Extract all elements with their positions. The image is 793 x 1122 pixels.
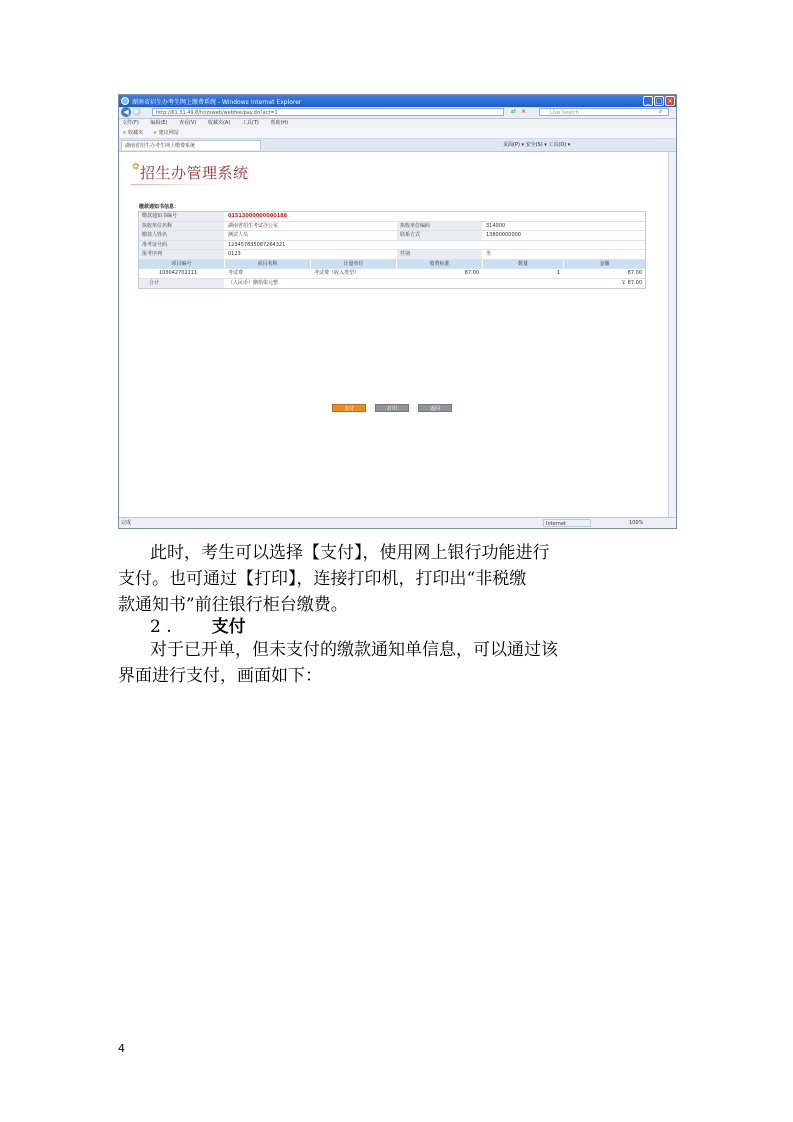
maximize-icon[interactable]: □ — [655, 97, 663, 105]
app-logo-text: 招生办管理系统 — [140, 164, 249, 182]
col-header-amount: 金额 — [564, 260, 645, 269]
payer-label: 缴款人姓名 — [139, 231, 224, 240]
register-no-value: 0123 — [228, 251, 241, 257]
table-row — [139, 212, 645, 222]
unit-code-value: 314000 — [486, 222, 506, 229]
gender-label: 性别 — [397, 250, 482, 259]
paragraph-line: 此时，考生可以选择【支付】，使用网上银行功能进行 — [150, 543, 550, 563]
favorites-star-icon[interactable]: ★ — [122, 130, 127, 136]
phone-label: 联系方式 — [397, 231, 482, 240]
stop-icon[interactable]: × — [521, 108, 527, 115]
notice-info-table — [138, 211, 646, 289]
app-logo — [132, 162, 249, 183]
logo-underline — [131, 184, 221, 185]
exam-no-value: 123457835087264321 — [228, 241, 286, 248]
unit-code-label: 执收单位编码 — [397, 222, 482, 231]
status-bar — [119, 517, 676, 529]
address-bar — [119, 107, 676, 119]
total-row — [139, 279, 645, 289]
suggested-sites-link[interactable]: 建议网站 — [158, 130, 179, 136]
tab-bar — [119, 139, 676, 152]
back-button[interactable]: 返回 — [418, 404, 452, 412]
zoom-level[interactable]: 100% — [629, 520, 644, 526]
table-row — [139, 231, 645, 241]
fee-item-code: 103042702111 — [159, 270, 198, 276]
payer-value: 测试人员 — [228, 232, 249, 238]
paragraph-line: 款通知书”前往银行柜台缴费。 — [118, 595, 348, 615]
table-row — [139, 241, 645, 251]
col-header-name: 项目名称 — [225, 260, 310, 269]
menu-favorites[interactable]: 收藏夹(A) — [207, 120, 231, 126]
fee-item-qty: 1 — [556, 270, 560, 276]
fee-item-name: 考试费 — [228, 270, 244, 276]
logo-mark-icon: ✿ — [132, 162, 141, 172]
pay-button[interactable]: 支付 — [332, 404, 366, 412]
ie-icon — [121, 97, 129, 105]
fee-item-row — [139, 269, 645, 279]
back-arrow-icon[interactable]: ◀ — [121, 107, 131, 117]
col-header-standard: 收费标准 — [397, 260, 482, 269]
col-header-unit: 计量单位 — [311, 260, 396, 269]
search-icon[interactable]: ⌕ — [659, 108, 663, 115]
table-row — [139, 250, 645, 260]
section-heading-text: 支付 — [211, 617, 246, 637]
exam-no-label: 准考证号码 — [139, 241, 224, 250]
menu-bar — [119, 119, 676, 128]
unit-name-value: 湖南省招生考试办公室 — [228, 222, 279, 229]
paragraph-line: 对于已开单，但未支付的缴款通知单信息，可以通过该 — [150, 640, 558, 660]
security-zone: Internet — [543, 519, 591, 527]
col-header-code: 项目编号 — [139, 260, 224, 269]
fee-item-unit: 考试费（收入类型） — [314, 270, 360, 276]
browser-screenshot — [118, 94, 677, 529]
window-titlebar — [119, 95, 676, 107]
close-icon[interactable]: × — [665, 96, 675, 106]
page-content — [119, 152, 668, 517]
table-row — [139, 222, 645, 232]
fee-item-standard: 87.00 — [464, 270, 479, 276]
action-buttons — [119, 404, 668, 414]
phone-value: 13800000000 — [486, 232, 521, 238]
notice-no-label: 缴款通知书编号 — [139, 212, 224, 221]
page-number: 4 — [118, 1042, 125, 1055]
gender-value: 男 — [486, 251, 492, 257]
window-title: 湖南省招生办考生网上缴费系统 - Windows Internet Explorer — [132, 99, 302, 106]
fee-header-row — [139, 260, 645, 270]
vertical-scrollbar[interactable] — [668, 152, 677, 517]
menu-tools[interactable]: 工具(T) — [241, 120, 259, 126]
status-text: 完成 — [121, 520, 132, 526]
register-no-label: 报考序列 — [139, 250, 224, 259]
command-bar[interactable]: 页面(P) ▾ 安全(S) ▾ 工具(O) ▾ — [503, 142, 571, 148]
unit-name-label: 执收单位名称 — [139, 222, 224, 231]
total-label: 合计 — [139, 279, 224, 289]
menu-file[interactable]: 文件(F) — [122, 120, 139, 126]
paragraph-line: 支付。也可通过【打印】，连接打印机，打印出“非税缴 — [118, 569, 527, 589]
menu-help[interactable]: 帮助(H) — [270, 120, 289, 126]
go-icon[interactable]: ⇄ — [511, 108, 517, 115]
col-header-qty: 数量 — [483, 260, 563, 269]
total-amount: ￥ 87.00 — [621, 279, 642, 286]
menu-edit[interactable]: 编辑(E) — [150, 120, 168, 126]
favorites-button[interactable]: 收藏夹 — [128, 130, 144, 136]
section-title: 缴款通知书信息： — [139, 204, 180, 210]
fee-item-amount: 87.00 — [627, 270, 642, 276]
add-favorite-icon[interactable]: ★ — [152, 130, 158, 136]
minimize-icon[interactable]: _ — [643, 96, 653, 106]
section-number: 2 . — [150, 617, 172, 637]
url-input[interactable]: http://61.31.49.8/hnzsweb/webfee/pay.do?act=1 — [152, 108, 504, 116]
total-words: （人民币）捌拾柒元整 — [228, 279, 279, 286]
notice-no-value: 01513000000000188 — [228, 213, 288, 219]
menu-view[interactable]: 查看(V) — [179, 120, 197, 126]
print-button[interactable]: 打印 — [375, 404, 409, 412]
forward-arrow-icon[interactable]: ▶ — [134, 108, 140, 115]
paragraph-line: 界面进行支付，画面如下： — [118, 666, 322, 686]
search-input[interactable]: Live Search — [539, 108, 669, 116]
browser-tab[interactable]: 湖南省招生办考生网上缴费系统 — [121, 140, 261, 150]
favorites-bar — [119, 128, 676, 139]
